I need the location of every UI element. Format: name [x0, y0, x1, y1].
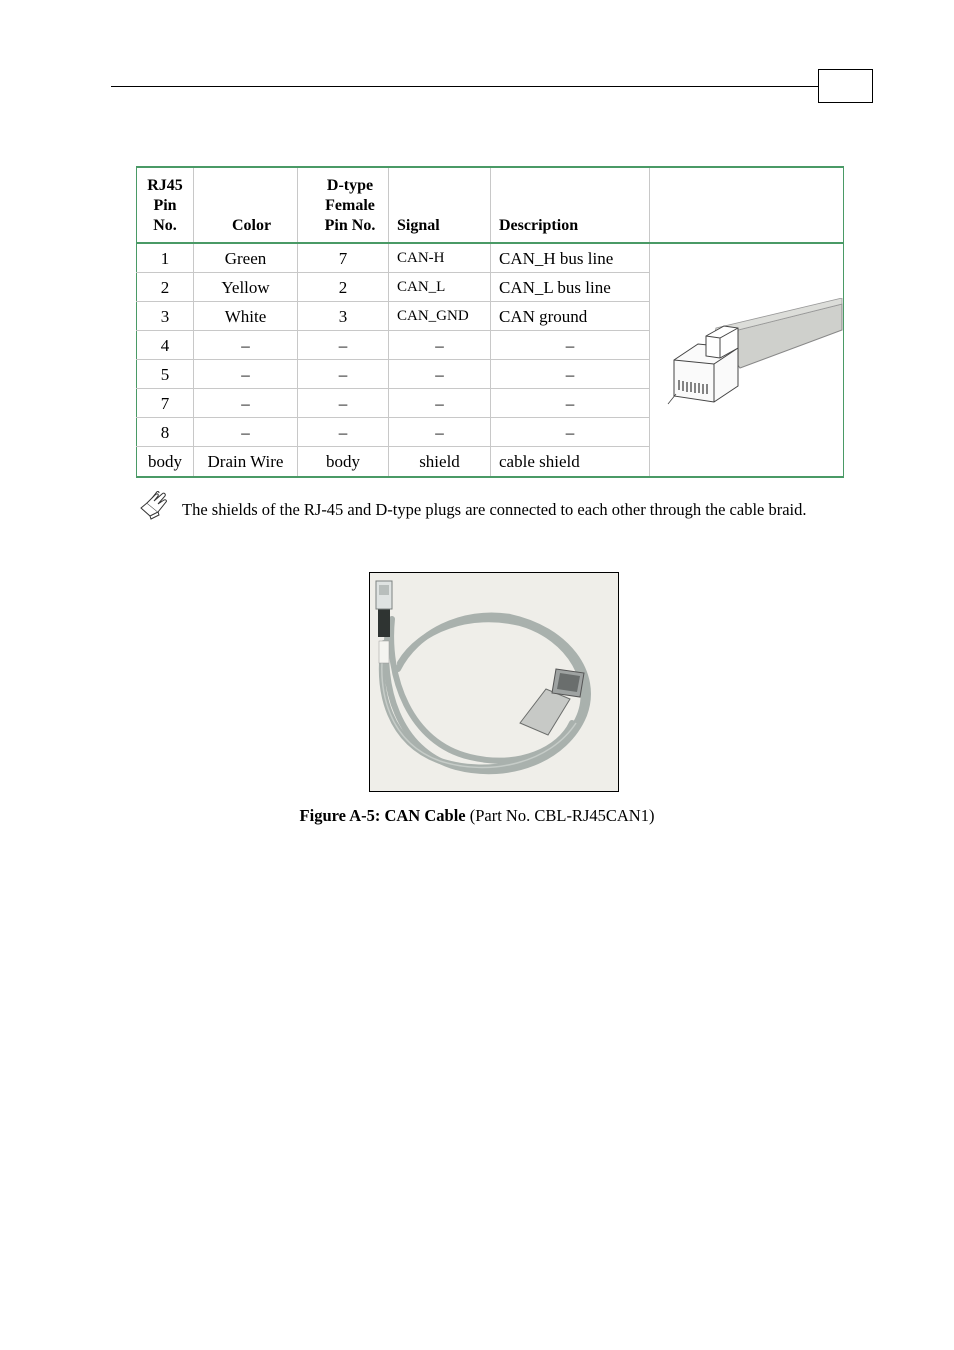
figure-label: Figure A-5: CAN Cable — [299, 806, 466, 825]
cell-color: – — [194, 360, 298, 389]
cell-description: CAN ground — [491, 302, 650, 331]
header-dtype-pin: D-type Female Pin No. — [298, 167, 389, 243]
cell-pin: 1 — [137, 243, 194, 273]
header-rj45-pin: RJ45 Pin No. — [137, 167, 194, 243]
cell-signal: – — [389, 418, 491, 447]
cell-description: – — [491, 418, 650, 447]
table-row — [137, 243, 844, 273]
cell-description: CAN_H bus line — [491, 243, 650, 273]
cell-pin: 8 — [137, 418, 194, 447]
header-color: Color — [194, 167, 298, 243]
figure-part-number: (Part No. CBL-RJ45CAN1) — [465, 806, 655, 825]
cell-color: Drain Wire — [194, 447, 298, 478]
cell-color: – — [194, 331, 298, 360]
cell-description: – — [491, 360, 650, 389]
header-signal: Signal — [389, 167, 491, 243]
cell-color: – — [194, 389, 298, 418]
cell-pin: 4 — [137, 331, 194, 360]
cell-signal: CAN_L — [389, 273, 491, 302]
cell-description: cable shield — [491, 447, 650, 478]
cell-pin: 2 — [137, 273, 194, 302]
header-image — [650, 167, 844, 243]
cell-description: – — [491, 331, 650, 360]
note-hand-icon — [138, 490, 170, 520]
cell-description: CAN_L bus line — [491, 273, 650, 302]
cell-signal: CAN-H — [389, 243, 491, 273]
cell-color: – — [194, 418, 298, 447]
cell-dtype: 7 — [298, 243, 389, 273]
cell-dtype: 3 — [298, 302, 389, 331]
cell-dtype: body — [298, 447, 389, 478]
figure-caption — [0, 806, 954, 826]
cell-pin: 3 — [137, 302, 194, 331]
rj45-plug-cell — [650, 243, 844, 477]
cell-color: Yellow — [194, 273, 298, 302]
cell-pin: 7 — [137, 389, 194, 418]
cell-signal: CAN_GND — [389, 302, 491, 331]
header-description: Description — [491, 167, 650, 243]
can-cable-image — [370, 573, 618, 791]
cell-signal: – — [389, 331, 491, 360]
rj45-plug-illustration — [654, 298, 846, 418]
cell-color: White — [194, 302, 298, 331]
cell-signal: shield — [389, 447, 491, 478]
table-header-row — [137, 167, 844, 243]
header-rule — [111, 86, 819, 87]
cell-dtype: 2 — [298, 273, 389, 302]
cell-color: Green — [194, 243, 298, 273]
cell-dtype: – — [298, 360, 389, 389]
cell-pin: 5 — [137, 360, 194, 389]
cell-dtype: – — [298, 389, 389, 418]
can-cable-photo — [369, 572, 619, 792]
pinout-table — [136, 166, 844, 478]
cell-dtype: – — [298, 418, 389, 447]
cell-signal: – — [389, 389, 491, 418]
cell-dtype: – — [298, 331, 389, 360]
cell-pin: body — [137, 447, 194, 478]
cell-signal: – — [389, 360, 491, 389]
cell-description: – — [491, 389, 650, 418]
note-text: The shields of the RJ-45 and D-type plugs are connected to each other through the cable braid. — [182, 500, 807, 519]
page-number-box — [818, 69, 873, 103]
